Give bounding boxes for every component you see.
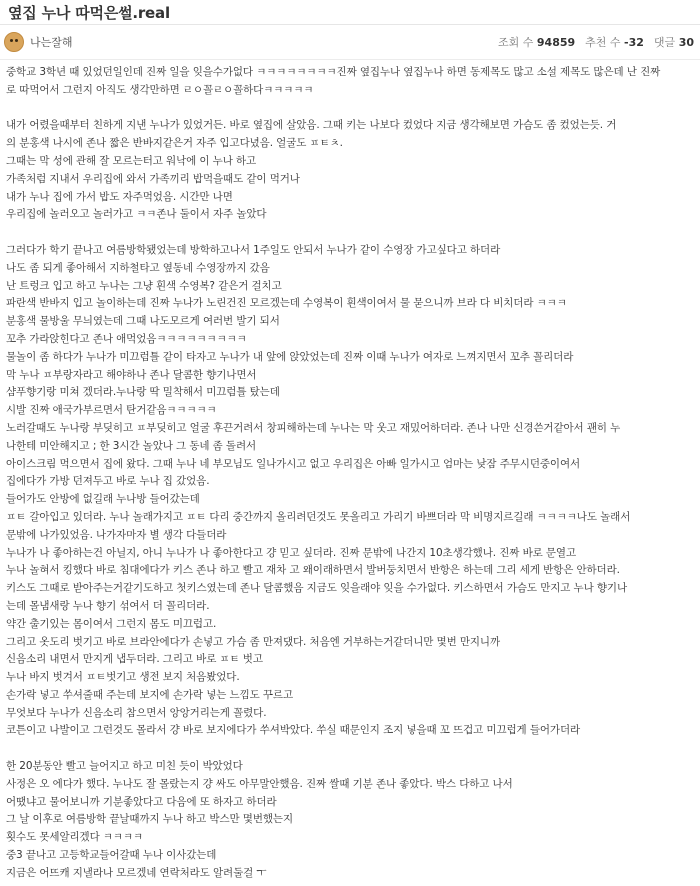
body-line: 난 트렁크 입고 하고 누나는 그냥 흰색 수영복? 같은거 걸치고 xyxy=(6,279,282,292)
comments-count: 30 xyxy=(678,36,694,49)
body-line: 사정은 오 에다가 했다. 누나도 잘 몰랐는지 걍 싸도 아무말안했음. 진짜 쌀때 기분 존나 좋았다. 박스 다하고 나서 xyxy=(6,777,513,790)
body-line: 집에다가 가방 던져두고 바로 누나 집 갔었음. xyxy=(6,475,210,488)
comments-label: 댓글 xyxy=(653,36,676,49)
body-line: 손가락 넣고 쑤셔줄때 주는데 보지에 손가락 넣는 느낌도 꾸르고 xyxy=(6,688,294,701)
body-line: ㅍㅌ 갈아입고 있더라. 누나 놀래가지고 ㅍㅌ 다리 중간까지 올리려던것도 못올리고 가리기 바쁘더라 막 비명지르길래 ㅋㅋㅋㅋ나도 놀래서 xyxy=(6,510,631,523)
body-line: 들어가도 안방에 없길래 누나방 들어갔는데 xyxy=(6,493,200,506)
recommend-stat xyxy=(585,34,644,50)
author-info[interactable] xyxy=(4,32,73,52)
body-line: 시발 진짜 애국가부르면서 탄거같음ㅋㅋㅋㅋㅋ xyxy=(6,404,217,417)
body-line: 누나가 나 좋아하는건 아닐지, 아니 누나가 나 좋아한다고 걍 믿고 싶더라. 진짜 문밖에 나간지 10초생각했나. 진짜 바로 문열고 xyxy=(6,546,577,559)
body-line: 코튼이고 나발이고 그런것도 몰라서 걍 바로 보지에다가 쑤셔박았다. 쑤실 때문인지 조지 넣을때 꼬 뜨겁고 미끄럽게 들어가더라 xyxy=(6,724,581,737)
body-line xyxy=(6,100,692,118)
body-line: 는데 몰냄새랑 누나 향기 섞여서 더 꼴리더라. xyxy=(6,599,210,612)
body-line: 꼬추 가라앉힌다고 존나 애먹었음ㅋㅋㅋㅋㅋㅋㅋㅋㅋ xyxy=(6,332,247,345)
body-line: 파란색 반바지 입고 놀이하는데 진짜 누나가 노린건진 모르겠는데 수영복이 흰색이여서 물 묻으니까 브라 다 비치더라 ㅋㅋㅋ xyxy=(6,297,567,310)
body-line: 물놀이 좀 하다가 누나가 미끄럼틀 같이 타자고 누나가 내 앞에 앉았었는데 진짜 이때 누나가 여자로 느껴지면서 꼬추 꼴리더라 xyxy=(6,350,574,363)
body-line: 그리고 옷도리 벗기고 바로 브라안에다가 손넣고 가슴 좀 만져댔다. 처음엔 거부하는거같더니만 몇번 만지니까 xyxy=(6,635,501,648)
body-line: 샴푸향기랑 미쳐 겠더라.누나랑 딱 밀착해서 미끄럼틀 탔는데 xyxy=(6,386,280,399)
body-line: 지금은 어뜨캐 지낼라나 모르겠네 연락처라도 알려둘걸 ㅜ xyxy=(6,866,267,879)
post-title: 옆집 누나 따먹은썰.real xyxy=(8,3,170,22)
body-line: 약간 출기있는 몸이여서 그런지 몸도 미끄럽고. xyxy=(6,617,217,630)
body-line: 횟수도 못세알리겠다 ㅋㅋㅋㅋ xyxy=(6,831,144,844)
body-line: 누나 놀혀서 킹했다 바로 침대에다가 키스 존나 하고 빨고 재차 고 왜이래하면서 발버둥치면서 반항은 하는데 그리 세게 반항은 안하더라. xyxy=(6,564,620,577)
author-name[interactable]: 나는잘해 xyxy=(30,36,73,49)
body-line: 로 따먹어서 그런지 아직도 생각만하면 ㄹㅇ꼴ㄹㅇ꼴하다ㅋㅋㅋㅋㅋ xyxy=(6,83,314,96)
body-line: 누나 바지 벗겨서 ㅍㅌ벗기고 생전 보지 처음봤었다. xyxy=(6,671,240,684)
body-line: 그 날 이후로 여름방학 끝날때까지 누나 하고 박스만 몇번했는지 xyxy=(6,813,294,826)
views-stat xyxy=(498,34,575,50)
body-line: 나한테 미안해지고 ; 한 3시간 놀았나 그 동네 좀 돌려서 xyxy=(6,439,257,452)
comments-stat[interactable] xyxy=(654,34,694,50)
post-body xyxy=(0,60,700,883)
body-line: 그러다가 학기 끝나고 여름방학됐었는데 방학하고나서 1주일도 안되서 누나가 같이 수영장 가고싶다고 하더라 xyxy=(6,243,501,256)
post-stats xyxy=(498,34,694,50)
body-line: 분홍색 물방울 무늬였는데 그때 나도모르게 여러번 발기 되서 xyxy=(6,315,280,328)
body-line: 그때는 막 성에 관해 잘 모르는터고 워낙에 이 누나 하고 xyxy=(6,154,257,167)
body-line: 노러갈때도 누나랑 부딪히고 ㅍ부딪히고 얼굴 후끈거려서 창피해하는데 누나는 막 웃고 재밌어하더라. 존나 나만 신경쓴거같아서 괜히 누 xyxy=(6,421,621,434)
views-label: 조회 수 xyxy=(498,36,534,49)
body-line xyxy=(6,224,692,242)
body-line: 중학교 3학년 때 있었던일인데 진짜 일을 잊을수가없다 ㅋㅋㅋㅋㅋㅋㅋㅋ진짜 옆집누나 옆집누나 하면 동제목도 많고 소설 제목도 많은데 난 진짜 xyxy=(6,66,661,78)
dog-avatar-icon xyxy=(4,32,24,52)
body-line: 한 20분동안 빨고 늘어지고 하고 미친 듯이 박았었다 xyxy=(6,760,243,773)
body-line: 아이스크림 먹으면서 집에 왔다. 그때 누나 네 부모님도 일나가시고 없고 우리집은 아빠 일가시고 엄마는 낮잠 주무시던중이여서 xyxy=(6,457,581,470)
body-line: 어땠냐고 물어보니까 기분좋았다고 다음에 또 하자고 하더라 xyxy=(6,795,277,808)
body-line: 가족처럼 지내서 우리집에 와서 가족끼리 밥먹을때도 같이 먹거나 xyxy=(6,172,300,185)
body-line: 신음소리 내면서 만지게 냅두더라. 그리고 바로 ㅍㅌ 벗고 xyxy=(6,653,263,666)
recommend-label: 추천 수 xyxy=(585,36,621,49)
body-line: 나도 좀 되게 좋아해서 지하철타고 옆동네 수영장까지 갔음 xyxy=(6,261,270,274)
post-header xyxy=(0,0,700,25)
body-line: 키스도 그때로 받아주는거같기도하고 첫키스였는데 존나 달콤했음 지금도 잊을래야 잊을 수가없다. 키스하면서 가슴도 만지고 누나 향기나 xyxy=(6,582,628,595)
body-line: 내가 누나 집에 가서 밥도 자주먹었음. 시간만 나면 xyxy=(6,190,233,203)
body-line: 문밖에 나가있었음. 나가자마자 별 생각 다들더라 xyxy=(6,528,227,541)
body-line: 무엇보다 누나가 신음소리 참으면서 앙앙거리는게 꼴렸다. xyxy=(6,706,267,719)
body-line: 막 누나 ㅍ부랑자라고 해야하나 존나 달콤한 향기나면서 xyxy=(6,368,257,381)
post-meta-bar xyxy=(0,25,700,60)
body-line: 의 분홍색 나시에 존나 짧은 반바지같은거 자주 입고다녔음. 얼굴도 ㅍㅌㅊ. xyxy=(6,137,343,150)
recommend-count: -32 xyxy=(624,36,644,49)
views-count: 94859 xyxy=(536,36,576,49)
body-line: 우리집에 놀러오고 놀러가고 ㅋㅋ존나 둘이서 자주 놀았다 xyxy=(6,208,267,221)
body-line: 중3 끝나고 고등학교들어갈때 누나 이사갔는데 xyxy=(6,849,217,862)
body-line xyxy=(6,740,692,758)
body-line: 내가 어렸을때부터 친하게 지낸 누나가 있었거든. 바로 옆집에 살았음. 그때 키는 나보다 컸었다 지금 생각해보면 가슴도 좀 컸었는듯. 거 xyxy=(6,119,617,132)
